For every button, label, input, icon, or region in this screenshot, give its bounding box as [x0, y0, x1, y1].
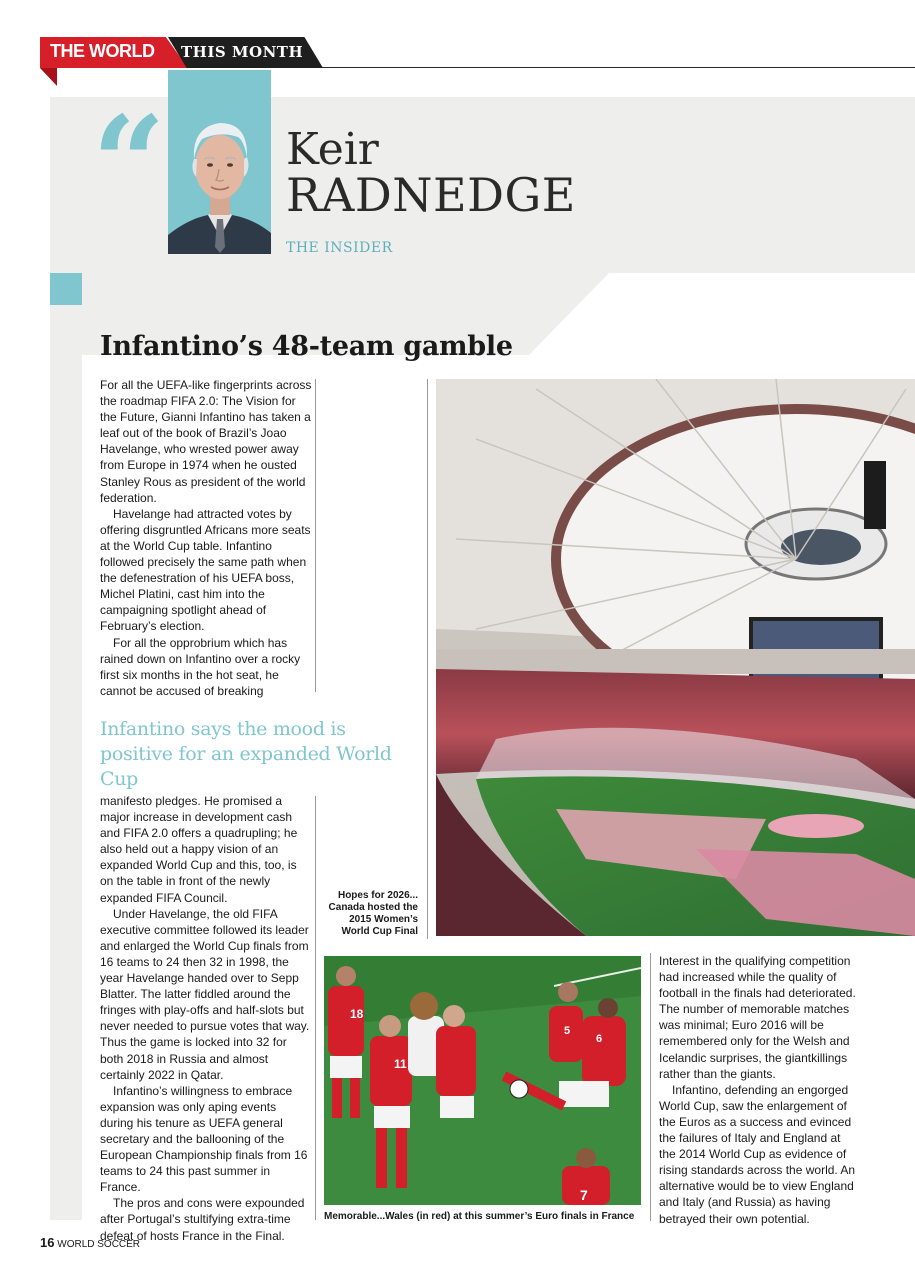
- panel-corner: [529, 273, 609, 355]
- player-number: 5: [564, 1025, 571, 1037]
- article-headline: Infantino’s 48-team gamble: [100, 331, 513, 362]
- side-strip: [50, 305, 82, 1220]
- page-folio: [40, 1235, 140, 1250]
- stadium-photo: [436, 379, 915, 936]
- magazine-name: WORLD SOCCER: [57, 1239, 141, 1250]
- football-caption: Memorable...Wales (in red) at this summer’s Euro finals in France: [324, 1211, 635, 1222]
- player-number: 7: [580, 1187, 588, 1203]
- paragraph: Infantino, defending an engorged World Cup, saw the enlargement of the Euros as a success and evinced the failures of Italy and England at the 2014 World Cup as evidence of rising standards across the world. An alternative would be to view England and Italy (and Russia) as having betrayed their own potential.: [659, 1082, 856, 1226]
- column-name: THE INSIDER: [286, 240, 393, 256]
- column-rule: [650, 953, 651, 1221]
- paragraph: manifesto pledges. He promised a major increase in development cash and FIFA 2.0 offers a quadrupling; he also held out a happy vision of an expanded World Cup and this, too, is on the table in front of the newly expanded FIFA Council.: [100, 794, 298, 905]
- paragraph: Havelange had attracted votes by offering disgruntled Africans more seats at the World Cup table. Infantino followed precisely the same path when the defenestration of his UEFA boss, Michel Platini, cast him into the campaigning spotlight ahead of February’s election.: [100, 506, 311, 634]
- player-number: 18: [350, 1007, 364, 1021]
- subsection-label: THIS MONTH: [181, 43, 304, 61]
- column-rule: [315, 796, 316, 1220]
- body-column-1-bottom: [100, 793, 312, 1244]
- page-number: 16: [40, 1235, 55, 1250]
- player-number: 11: [394, 1057, 407, 1071]
- quote-mark-icon: “: [92, 89, 166, 239]
- pull-quote: Infantino says the mood is positive for an expanded World Cup: [100, 718, 392, 790]
- teal-marker: [50, 273, 82, 305]
- section-tab-fold: [40, 68, 57, 86]
- author-first-name: Keir: [286, 124, 379, 175]
- paragraph: Under Havelange, the old FIFA executive committee followed its leader and enlarged the World Cup finals from 16 teams to 24 then 32 in 1998, the year Havelange handed over to Sepp Blatter. The latter fiddled around the fringes with play-offs and half-slots but never needed to pursue votes that way. Thus the game is locked into 32 for both 2018 in Russia and almost certainly 2022 in Qatar.: [100, 906, 310, 1082]
- paragraph: Interest in the qualifying competition had increased while the quality of football in the finals had deteriorated. The number of memorable matches was minimal; Euro 2016 will be remembered only for the Welsh and Icelandic surprises, the giantkillings rather than the giants.: [659, 954, 856, 1081]
- paragraph: For all the UEFA-like fingerprints across the roadmap FIFA 2.0: The Vision for the Future, Gianni Infantino has taken a leaf out of the book of Brazil’s Joao Havelange, who wrested power away from Europe in 1974 when he ousted Stanley Rous as president of the world federation.: [100, 378, 312, 505]
- section-label: THE WORLD: [50, 41, 155, 61]
- paragraph: Infantino’s willingness to embrace expansion was only aping events during his tenure as UEFA general secretary and the ballooning of the European Championship finals from 16 teams to 24 this past summer in France.: [100, 1083, 308, 1195]
- football-photo: [324, 956, 641, 1205]
- author-last-name: RADNEDGE: [286, 168, 576, 222]
- stadium-caption: Hopes for 2026... Canada hosted the 2015 Women’s World Cup Final: [328, 890, 418, 937]
- player-number: 6: [596, 1033, 603, 1045]
- paragraph: The pros and cons were expounded after Portugal’s stultifying extra-time defeat of hosts France in the Final.: [100, 1196, 305, 1243]
- body-column-3: [659, 953, 859, 1227]
- column-rule: [427, 379, 428, 939]
- column-rule: [315, 379, 316, 692]
- body-column-1-top: [100, 377, 312, 699]
- author-portrait: [168, 97, 271, 254]
- paragraph: For all the opprobrium which has rained down on Infantino over a rocky first six months in the hot seat, he cannot be accused of breaking: [100, 635, 301, 698]
